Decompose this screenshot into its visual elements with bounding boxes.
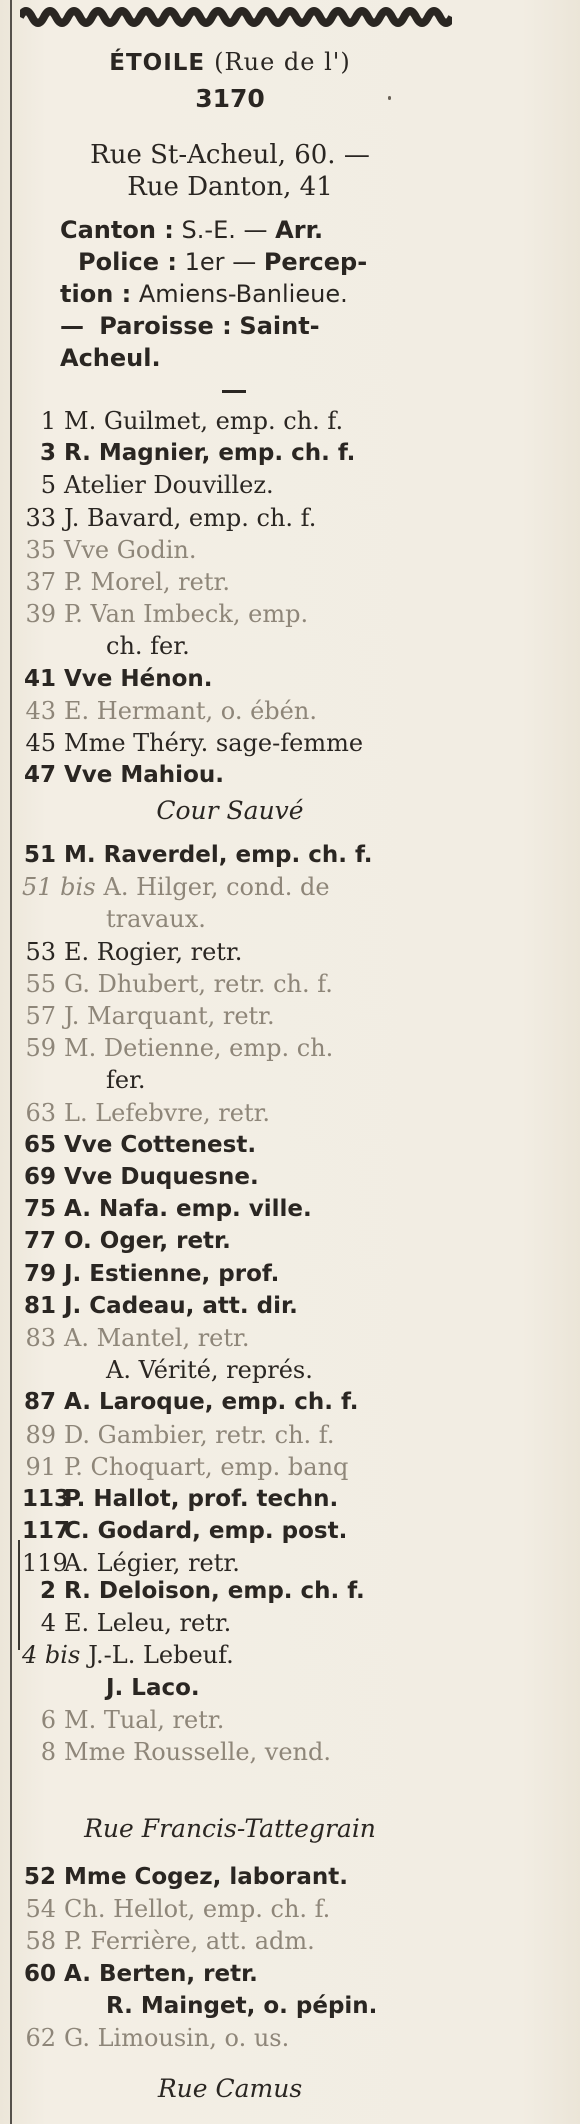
house-number: 39 xyxy=(25,600,56,629)
print-speck xyxy=(388,96,391,100)
street-title xyxy=(0,48,520,76)
resident-text: Vve Mahiou. xyxy=(64,762,224,789)
directory-entry xyxy=(22,1894,330,1924)
directory-entry xyxy=(22,760,224,790)
directory-entry xyxy=(22,406,343,436)
resident-text: P. Morel, retr. xyxy=(64,568,230,596)
resident-text: G. Dhubert, retr. ch. f. xyxy=(64,969,333,998)
house-number: 1 xyxy=(40,407,56,435)
directory-entry xyxy=(22,1291,298,1321)
resident-text: A. Légier, retr. xyxy=(64,1549,240,1578)
street-subtitle: (Rue de l') xyxy=(214,48,351,76)
directory-entry xyxy=(64,904,206,934)
house-number: 33 xyxy=(25,503,56,532)
resident-text: Ch. Hellot, emp. ch. f. xyxy=(64,1895,331,1924)
directory-entry xyxy=(22,872,330,902)
directory-entry xyxy=(22,696,317,726)
resident-text: Mme Rousselle, vend. xyxy=(64,1738,331,1766)
house-number: 58 xyxy=(25,1927,56,1956)
house-number: 2 xyxy=(39,1578,56,1604)
section-heading-francis: Rue Francis-Tattegrain xyxy=(84,1814,376,1843)
house-number: 81 xyxy=(23,1292,56,1319)
resident-text: ch. fer. xyxy=(106,632,190,661)
directory-entry xyxy=(22,969,333,999)
directory-entry xyxy=(22,1162,259,1192)
house-number: 117 xyxy=(22,1518,71,1545)
directory-entry xyxy=(22,840,373,870)
directory-entry xyxy=(22,1737,331,1767)
resident-text: E. Rogier, retr. xyxy=(64,937,243,966)
directory-entry xyxy=(22,1959,258,1989)
house-number: 4 bis xyxy=(22,1641,81,1670)
house-number: 75 xyxy=(23,1196,56,1223)
directory-entry xyxy=(22,1576,365,1606)
house-number: 113 xyxy=(22,1486,71,1512)
resident-text: Vve Duquesne. xyxy=(64,1164,259,1190)
resident-text: J. Estienne, prof. xyxy=(64,1260,280,1287)
house-number: 55 xyxy=(25,969,56,998)
section-dash xyxy=(222,390,246,393)
resident-text: travaux. xyxy=(106,905,206,934)
section-heading-cour: Cour Sauvé xyxy=(156,796,304,825)
admin-line-1 xyxy=(60,214,460,246)
directory-entry xyxy=(22,664,213,694)
admin-line-4 xyxy=(60,310,460,342)
resident-text: P. Ferrière, att. adm. xyxy=(64,1927,315,1956)
directory-entry xyxy=(22,1548,240,1578)
resident-text: A. Nafa. emp. ville. xyxy=(64,1196,312,1223)
house-number: 60 xyxy=(23,1960,56,1987)
directory-entry xyxy=(22,1608,231,1638)
resident-text: A. Berten, retr. xyxy=(64,1960,258,1987)
directory-entry xyxy=(64,1065,146,1095)
resident-text: Vve Cottenest. xyxy=(64,1131,257,1158)
resident-text: R. Magnier, emp. ch. f. xyxy=(64,440,356,467)
house-number: 5 xyxy=(40,471,56,500)
canton-value: S.-E. xyxy=(181,216,236,244)
resident-text: R. Deloison, emp. ch. f. xyxy=(64,1578,365,1604)
house-number: 51 bis xyxy=(22,873,96,902)
directory-entry xyxy=(22,1033,333,1063)
directory-entry xyxy=(22,567,230,597)
directory-entry xyxy=(22,1705,224,1735)
resident-text: A. Vérité, représ. xyxy=(106,1356,313,1385)
directory-entry xyxy=(22,1640,234,1670)
house-number: 4 xyxy=(40,1609,56,1638)
arr-label: Arr. xyxy=(275,216,324,244)
directory-entry xyxy=(22,1130,256,1160)
street-name: ÉTOILE xyxy=(109,50,206,76)
directory-entry xyxy=(64,1673,200,1703)
house-number: 37 xyxy=(25,568,56,596)
resident-text: E. Leleu, retr. xyxy=(64,1609,232,1638)
canton-label: Canton : xyxy=(60,216,174,244)
resident-text: fer. xyxy=(106,1066,146,1095)
house-number: 52 xyxy=(23,1864,56,1890)
resident-text: M. Detienne, emp. ch. xyxy=(64,1034,334,1063)
resident-text: O. Oger, retr. xyxy=(64,1228,231,1255)
directory-entry xyxy=(22,1516,347,1546)
resident-text: Atelier Douvillez. xyxy=(64,471,274,500)
resident-text: P. Hallot, prof. techn. xyxy=(64,1486,339,1512)
resident-text: G. Limousin, o. us. xyxy=(64,2024,290,2052)
directory-entry xyxy=(22,1420,334,1450)
address-line-1: Rue St-Acheul, 60. — xyxy=(90,140,370,170)
resident-text: Mme Théry. sage-femme xyxy=(64,729,364,757)
police-label: Police : xyxy=(78,248,177,276)
resident-text: Vve Hénon. xyxy=(64,665,213,692)
resident-text: P. Van Imbeck, emp. xyxy=(64,600,309,629)
directory-entry xyxy=(22,2023,289,2053)
house-number: 89 xyxy=(25,1420,56,1449)
directory-entry xyxy=(22,1387,359,1417)
dash: — xyxy=(243,216,268,244)
house-number: 41 xyxy=(23,665,56,692)
directory-entry xyxy=(22,1226,231,1256)
house-number: 47 xyxy=(23,762,56,789)
directory-entry xyxy=(22,1484,338,1514)
directory-entry xyxy=(22,599,308,629)
resident-text: R. Mainget, o. pépin. xyxy=(106,1992,378,2019)
resident-text: J. Marquant, retr. xyxy=(64,1002,275,1030)
resident-text: M. Guilmet, emp. ch. f. xyxy=(64,407,344,435)
directory-entry xyxy=(22,1862,348,1892)
directory-entry xyxy=(64,631,190,661)
house-number: 77 xyxy=(23,1228,56,1255)
wavy-header-ornament xyxy=(20,4,452,30)
resident-text: C. Godard, emp. post. xyxy=(64,1518,348,1545)
directory-entry xyxy=(22,535,196,565)
resident-text: L. Lefebvre, retr. xyxy=(64,1098,271,1127)
directory-entry xyxy=(22,438,355,468)
house-number: 69 xyxy=(23,1164,56,1190)
directory-entry xyxy=(22,1259,279,1289)
perception-label-cont: tion : xyxy=(60,280,132,308)
directory-entry xyxy=(22,1323,250,1353)
house-number: 8 xyxy=(40,1738,56,1766)
directory-entry xyxy=(22,1194,312,1224)
admin-line-5: Acheul. xyxy=(60,344,161,372)
resident-text: Mme Cogez, laborant. xyxy=(64,1864,348,1890)
left-margin-rule xyxy=(10,0,12,2124)
house-number: 63 xyxy=(25,1098,56,1127)
house-number: 79 xyxy=(23,1260,56,1287)
dash: — xyxy=(60,312,84,340)
resident-text: A. Laroque, emp. ch. f. xyxy=(64,1389,359,1416)
directory-entry xyxy=(64,1355,313,1385)
resident-text: J. Bavard, emp. ch. f. xyxy=(64,503,317,532)
house-number: 57 xyxy=(25,1002,56,1030)
resident-text: M. Raverdel, emp. ch. f. xyxy=(64,842,373,868)
house-number: 65 xyxy=(23,1131,56,1158)
resident-text: A. Mantel, retr. xyxy=(64,1324,250,1352)
admin-line-2 xyxy=(78,246,478,278)
directory-entry xyxy=(64,1991,377,2021)
house-number: 83 xyxy=(25,1324,56,1352)
directory-entry xyxy=(22,728,363,758)
address-line-2: Rue Danton, 41 xyxy=(127,172,333,202)
directory-entry xyxy=(22,1452,348,1482)
police-value: 1er xyxy=(184,248,225,276)
house-number: 43 xyxy=(25,696,56,725)
paroisse-label: Paroisse : xyxy=(99,312,232,340)
resident-text: J.-L. Lebeuf. xyxy=(88,1641,234,1670)
margin-bar xyxy=(18,1540,20,1650)
house-number: 91 xyxy=(25,1452,56,1481)
section-heading-camus: Rue Camus xyxy=(157,2074,303,2103)
perception-value: Amiens-Banlieue. xyxy=(138,280,348,308)
resident-text: D. Gambier, retr. ch. f. xyxy=(64,1420,335,1449)
house-number: 45 xyxy=(25,729,56,757)
directory-entry xyxy=(22,1001,275,1031)
resident-text: P. Choquart, emp. banq xyxy=(64,1452,349,1481)
house-number: 51 xyxy=(23,842,56,868)
resident-text: J. Cadeau, att. dir. xyxy=(64,1292,298,1319)
directory-entry xyxy=(22,503,316,533)
directory-entry xyxy=(22,937,242,967)
directory-entry xyxy=(22,1098,270,1128)
resident-text: Vve Godin. xyxy=(64,535,197,564)
dash: — xyxy=(232,248,257,276)
directory-entry xyxy=(22,470,274,500)
house-number: 119 xyxy=(22,1549,68,1578)
house-number: 54 xyxy=(25,1895,56,1924)
house-number: 35 xyxy=(25,535,56,564)
paroisse-value: Saint- xyxy=(239,312,320,340)
resident-text: A. Hilger, cond. de xyxy=(103,873,330,902)
house-number: 3 xyxy=(39,440,56,467)
street-code: 3170 xyxy=(195,84,265,113)
house-number: 87 xyxy=(23,1389,56,1416)
house-number: 62 xyxy=(25,2024,56,2052)
perception-label: Percep- xyxy=(263,248,368,276)
resident-text: M. Tual, retr. xyxy=(64,1705,225,1734)
directory-entry xyxy=(22,1926,315,1956)
house-number: 59 xyxy=(25,1034,56,1063)
house-number: 53 xyxy=(25,937,56,966)
admin-line-3 xyxy=(60,278,460,310)
resident-text: E. Hermant, o. ébén. xyxy=(64,696,317,725)
house-number: 6 xyxy=(40,1705,56,1734)
resident-text: J. Laco. xyxy=(106,1674,200,1701)
